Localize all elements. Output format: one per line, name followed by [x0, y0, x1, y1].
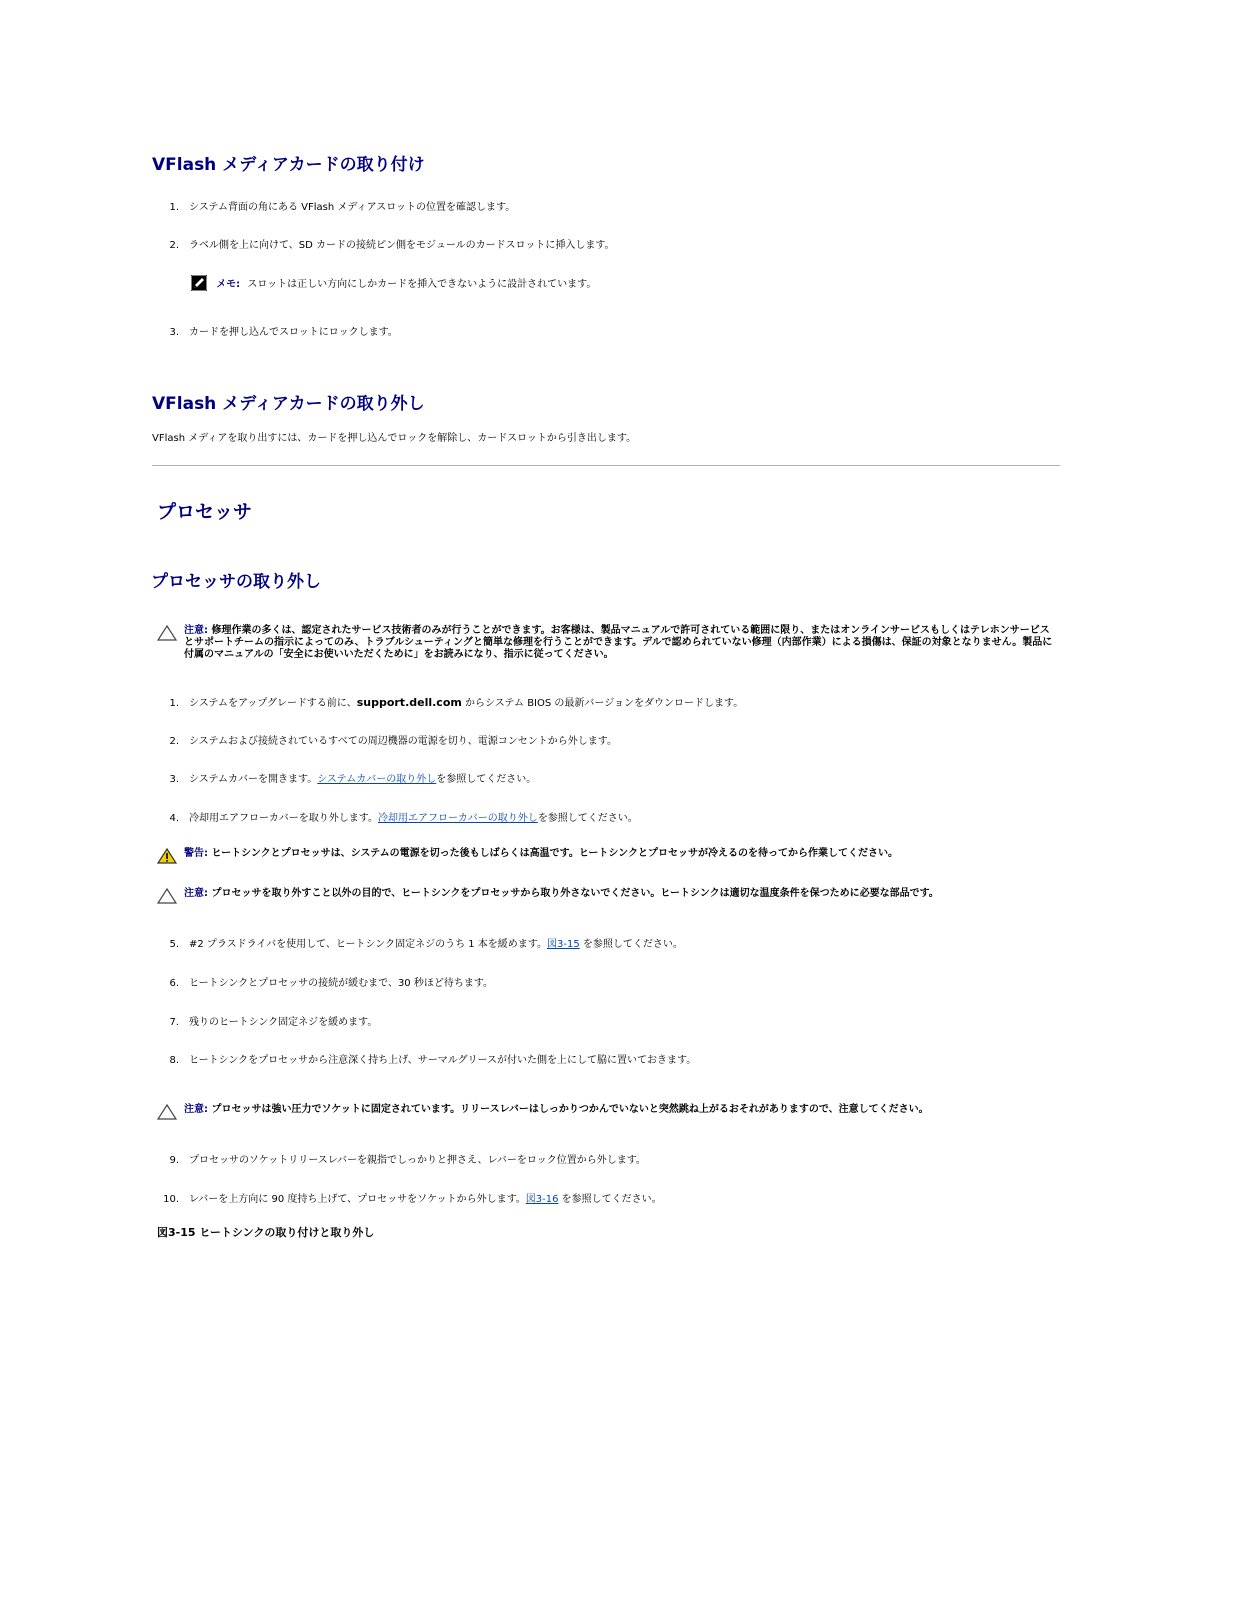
section-divider	[152, 465, 1060, 466]
proc-step-7: 7. 残りのヒートシンク固定ネジを緩めます。	[169, 1017, 378, 1028]
remove-text: VFlash メディアを取り出すには、カードを押し込んでロックを解除し、カードスロットから引き出します。	[152, 433, 637, 444]
figure-3-16-link[interactable]: 図3-16	[525, 1194, 559, 1205]
figure-caption: 図3-15 ヒートシンクの取り付けと取り外し	[157, 1226, 375, 1239]
remove-title: VFlash メディアカードの取り外し	[152, 394, 425, 414]
caution-triangle-icon	[157, 888, 177, 904]
caution-triangle-icon	[157, 1104, 177, 1120]
install-step-2: 2. ラベル側を上に向けて、SD カードの接続ピン側をモジュールのカードスロットに挿入します。	[169, 240, 615, 251]
proc-step-10: 10. レバーを上方向に 90 度持ち上げて、プロセッサをソケットから外します。図3-16 を参照してください。	[163, 1194, 662, 1205]
warning-note: 警告: ヒートシンクとプロセッサは、システムの電源を切った後もしばらくは高温です。ヒートシンクとプロセッサが冷えるのを待ってから作業してください。	[157, 848, 1057, 860]
memo-pencil-icon	[191, 275, 207, 291]
proc-step-9: 9. プロセッサのソケットリリースレバーを親指でしっかりと押さえ、レバーをロック位置から外します。	[169, 1155, 646, 1166]
proc-step-3: 3. システムカバーを開きます。システムカバーの取り外しを参照してください。	[169, 774, 537, 785]
proc-step-5: 5. #2 プラスドライバを使用して、ヒートシンク固定ネジのうち 1 本を緩めます。図3-15 を参照してください。	[169, 939, 683, 950]
proc-step-8: 8. ヒートシンクをプロセッサから注意深く持ち上げ、サーマルグリースが付いた側を上にして脇に置いておきます。	[169, 1055, 697, 1066]
proc-step-1: 1. システムをアップグレードする前に、support.dell.com からシステム BIOS の最新バージョンをダウンロードします。	[169, 696, 744, 709]
caution-note-3: 注意: プロセッサは強い圧力でソケットに固定されています。リリースレバーはしっかりつかんでいないと突然跳ね上がるおそれがありますので、注意してください。	[157, 1104, 1057, 1116]
proc-step-6: 6. ヒートシンクとプロセッサの接続が緩むまで、30 秒ほど待ちます。	[169, 978, 494, 989]
airflow-cover-link[interactable]: 冷却用エアフローカバーの取り外し	[378, 813, 538, 824]
system-cover-link[interactable]: システムカバーの取り外し	[317, 774, 437, 785]
figure-3-15-link[interactable]: 図3-15	[547, 939, 580, 950]
proc-step-2: 2. システムおよび接続されているすべての周辺機器の電源を切り、電源コンセントから外します。	[169, 736, 617, 747]
proc-step-4: 4. 冷却用エアフローカバーを取り外します。冷却用エアフローカバーの取り外しを参照してください。	[169, 813, 638, 824]
memo-note: メモ: スロットは正しい方向にしかカードを挿入できないように設計されています。	[191, 275, 596, 291]
caution-note-2: 注意: プロセッサを取り外すこと以外の目的で、ヒートシンクをプロセッサから取り外さないでください。ヒートシンクは適切な温度条件を保つために必要な部品です。	[157, 888, 1057, 900]
install-step-3: 3. カードを押し込んでスロットにロックします。	[169, 327, 398, 338]
install-title: VFlash メディアカードの取り付け	[152, 155, 425, 175]
install-step-1: 1. システム背面の角にある VFlash メディアスロットの位置を確認します。	[169, 202, 516, 213]
processor-title: プロセッサ	[157, 501, 253, 523]
caution-triangle-icon	[157, 625, 177, 641]
caution-note-1: 注意: 修理作業の多くは、認定されたサービス技術者のみが行うことができます。お客様は、製品マニュアルで許可されている範囲に限り、またはオンラインサービスもしくはテレホンサービスとサポートチームの指示によってのみ、トラブルシューティングと簡単な修理を行うことができます。デルで認められていない修理（内部作業）による損傷は、保証の対象となりません。製品に付属のマニュアルの「安全にお使いいただくために」をお読みになり、指示に従ってください。	[157, 625, 1057, 661]
processor-remove-title: プロセッサの取り外し	[151, 572, 321, 592]
warning-triangle-icon	[157, 848, 177, 864]
